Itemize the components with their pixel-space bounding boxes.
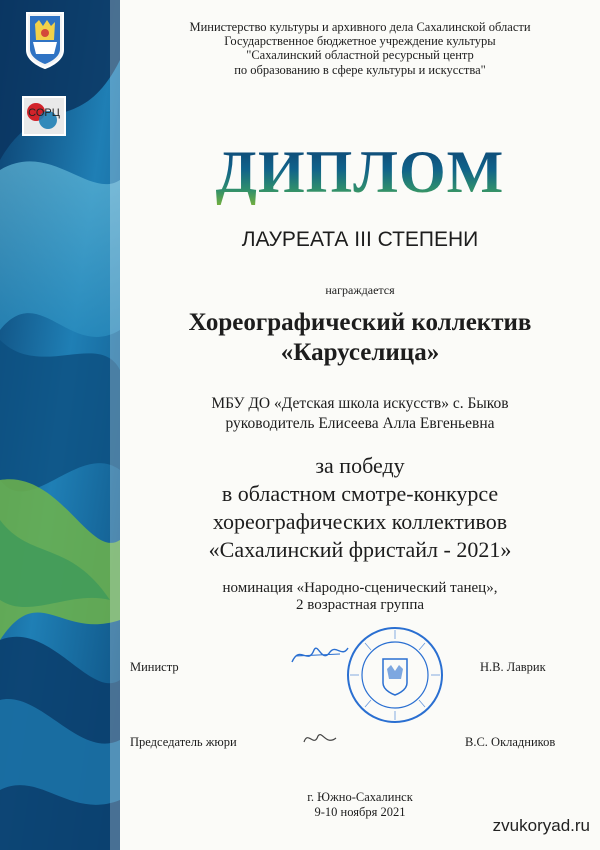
ministry-line: Министерство культуры и архивного дела Сахалинской области xyxy=(189,20,531,34)
ministry-line: Государственное бюджетное учреждение культуры xyxy=(224,34,496,49)
school-info xyxy=(120,394,600,434)
signature-minister xyxy=(290,640,350,668)
date: 9-10 ноября 2021 xyxy=(314,805,406,819)
recipient xyxy=(120,308,600,368)
official-stamp xyxy=(345,625,445,725)
svg-text:СОРЦ: СОРЦ xyxy=(28,107,60,119)
awarded-text: награждается xyxy=(325,283,395,297)
diploma-title: ДИПЛОМ xyxy=(120,138,600,207)
age-group-line: 2 возрастная группа xyxy=(295,597,425,613)
leader-line: руководитель Елисеева Алла Евгеньевна xyxy=(225,415,495,432)
ministry-line: по образованию в сфере культуры и искусства" xyxy=(234,62,486,77)
nomination-line: номинация «Народно-сценический танец», xyxy=(222,580,498,596)
reason-line: «Сахалинский фристайл - 2021» xyxy=(208,537,512,562)
reason-line: хореографических коллективов xyxy=(212,509,508,534)
ministry-header xyxy=(120,20,600,77)
coat-of-arms-icon xyxy=(24,10,66,70)
nomination xyxy=(120,580,600,614)
recipient-line: «Каруселица» xyxy=(280,339,440,366)
reason-line: в областном смотре-конкурсе xyxy=(221,481,499,506)
signature-jury-chair xyxy=(302,728,338,750)
degree-text: ЛАУРЕАТА III СТЕПЕНИ xyxy=(241,228,479,251)
award-reason xyxy=(120,452,600,564)
minister-title: Министр xyxy=(130,660,179,674)
ministry-line: "Сахалинский областной ресурсный центр xyxy=(246,48,474,63)
watermark: zvukoryad.ru xyxy=(492,816,590,835)
city: г. Южно-Сахалинск xyxy=(307,790,413,804)
school-line: МБУ ДО «Детская школа искусств» с. Быков xyxy=(211,395,509,412)
jury-chair-name: В.С. Окладников xyxy=(465,735,556,749)
jury-chair-title: Председатель жюри xyxy=(130,735,237,749)
sorc-logo xyxy=(22,96,66,136)
reason-line: за победу xyxy=(315,453,405,478)
recipient-line: Хореографический коллектив xyxy=(188,309,532,336)
minister-name: Н.В. Лаврик xyxy=(480,660,546,674)
